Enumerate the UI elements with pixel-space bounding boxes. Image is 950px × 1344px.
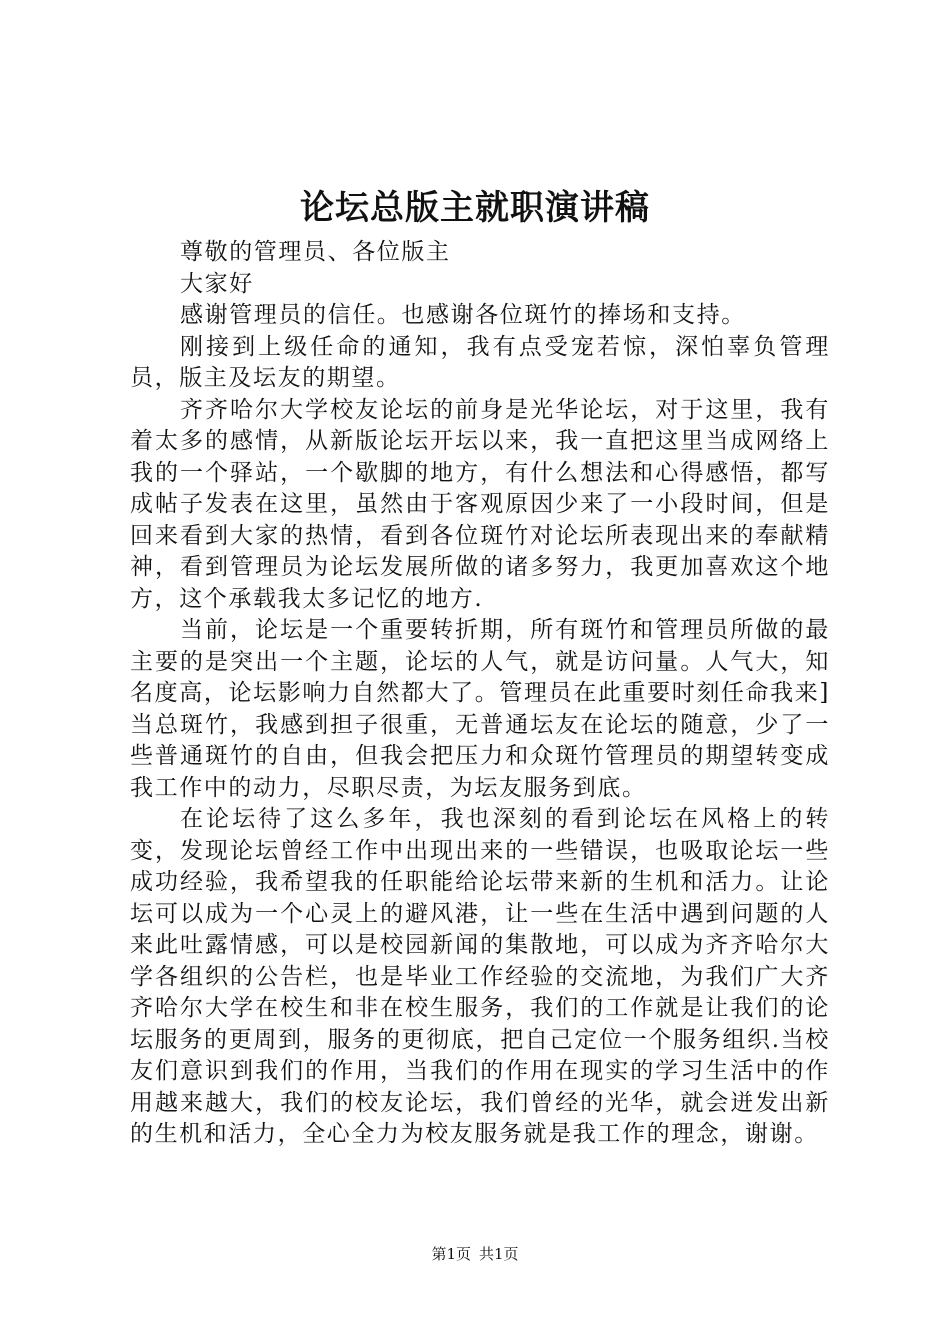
- page-total: 共1页: [479, 1245, 519, 1263]
- body-paragraph: 在论坛待了这么多年，我也深刻的看到论坛在风格上的转变，发现论坛曾经工作中出现出来的一些错误，也吸取论坛一些成功经验，我希望我的任职能给论坛带来新的生机和活力。让论坛可以成为一个心灵上的避风港，让一些在生活中遇到问题的人来此吐露情感，可以是校园新闻的集散地，可以成为齐齐哈尔大学各组织的公告栏，也是毕业工作经验的交流地，为我们广大齐齐哈尔大学在校生和非在校生服务，我们的工作就是让我们的论坛服务的更周到，服务的更彻底，把自己定位一个服务组织.当校友们意识到我们的作用，当我们的作用在现实的学习生活中的作用越来越大，我们的校友论坛，我们曾经的光华，就会迸发出新的生机和活力，全心全力为校友服务就是我工作的理念，谢谢。: [130, 806, 830, 1147]
- page-footer: [0, 1244, 950, 1264]
- document-title: 论坛总版主就职演讲稿: [300, 188, 650, 228]
- greeting: 大家好: [180, 270, 254, 297]
- body-paragraph: 齐齐哈尔大学校友论坛的前身是光华论坛，对于这里，我有着太多的感情，从新版论坛开坛以来，我一直把这里当成网络上我的一个驿站，一个歇脚的地方，有什么想法和心得感悟，都写成帖子发表在这里，虽然由于客观原因少来了一小段时间，但是回来看到大家的热情，看到各位斑竹对论坛所表现出来的奉献精神，看到管理员为论坛发展所做的诸多努力，我更加喜欢这个地方，这个承载我太多记忆的地方.: [130, 396, 830, 612]
- document-body: [130, 237, 830, 1151]
- body-paragraph: 当前，论坛是一个重要转折期，所有斑竹和管理员所做的最主要的是突出一个主题，论坛的人气，就是访问量。人气大，知名度高，论坛影响力自然都大了。管理员在此重要时刻任命我来]当总斑竹，我感到担子很重，无普通坛友在论坛的随意，少了一些普通斑竹的自由，但我会把压力和众斑竹管理员的期望转变成我工作中的动力，尽职尽责，为坛友服务到底。: [130, 617, 830, 801]
- salutation: 尊敬的管理员、各位版主: [180, 239, 451, 265]
- page-number: 第1页: [431, 1245, 471, 1263]
- body-paragraph: 感谢管理员的信任。也感谢各位斑竹的捧场和支持。: [180, 302, 746, 328]
- body-paragraph: 刚接到上级任命的通知，我有点受宠若惊，深怕辜负管理员，版主及坛友的期望。: [130, 333, 830, 391]
